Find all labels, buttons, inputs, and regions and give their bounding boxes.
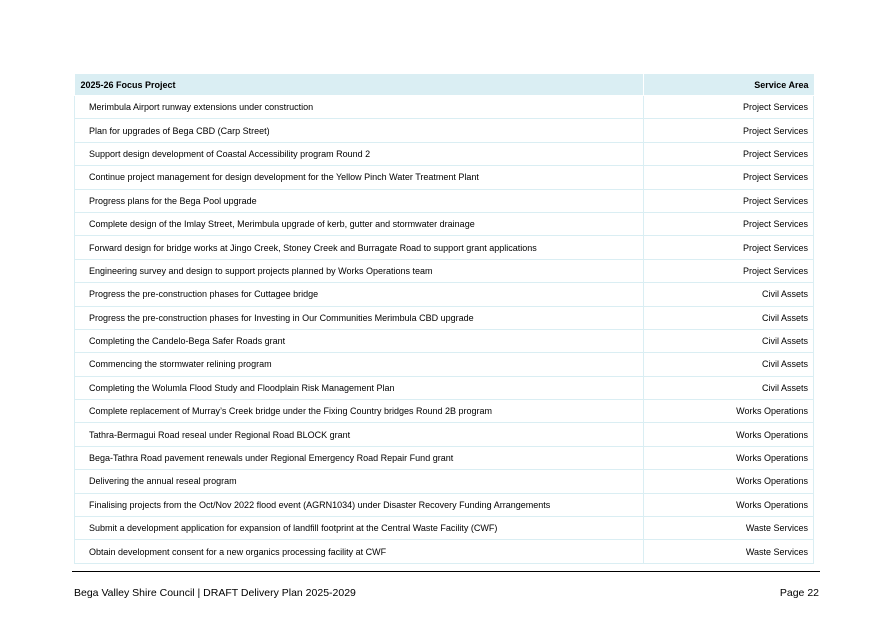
table-row (75, 212, 814, 235)
project-cell: Engineering survey and design to support projects planned by Works Operations team (75, 259, 644, 282)
table-row (75, 283, 814, 306)
table-row (75, 259, 814, 282)
footer-divider (72, 571, 820, 572)
table-row (75, 306, 814, 329)
project-cell: Tathra-Bermagui Road reseal under Regional Road BLOCK grant (75, 423, 644, 446)
service-area-cell: Project Services (644, 259, 814, 282)
project-cell: Continue project management for design development for the Yellow Pinch Water Treatment Plant (75, 166, 644, 189)
table-row (75, 236, 814, 259)
project-cell: Bega-Tathra Road pavement renewals under Regional Emergency Road Repair Fund grant (75, 446, 644, 469)
project-cell: Completing the Candelo-Bega Safer Roads grant (75, 329, 644, 352)
table-row (75, 446, 814, 469)
service-area-cell: Civil Assets (644, 376, 814, 399)
service-area-cell: Works Operations (644, 493, 814, 516)
column-header-project: 2025-26 Focus Project (75, 74, 644, 96)
service-area-cell: Project Services (644, 119, 814, 142)
table-row (75, 470, 814, 493)
column-header-service-area: Service Area (644, 74, 814, 96)
project-cell: Progress plans for the Bega Pool upgrade (75, 189, 644, 212)
service-area-cell: Project Services (644, 189, 814, 212)
footer-document-title: Bega Valley Shire Council | DRAFT Delivery Plan 2025-2029 (74, 587, 356, 599)
table-row (75, 96, 814, 119)
service-area-cell: Civil Assets (644, 353, 814, 376)
project-cell: Plan for upgrades of Bega CBD (Carp Street) (75, 119, 644, 142)
table-row (75, 119, 814, 142)
project-cell: Complete design of the Imlay Street, Merimbula upgrade of kerb, gutter and stormwater drainage (75, 212, 644, 235)
project-cell: Merimbula Airport runway extensions under construction (75, 96, 644, 119)
service-area-cell: Project Services (644, 142, 814, 165)
project-cell: Support design development of Coastal Accessibility program Round 2 (75, 142, 644, 165)
project-cell: Complete replacement of Murray’s Creek bridge under the Fixing Country bridges Round 2B program (75, 400, 644, 423)
project-cell: Obtain development consent for a new organics processing facility at CWF (75, 540, 644, 563)
table-row (75, 400, 814, 423)
focus-projects-table-container (74, 74, 813, 564)
table-row (75, 423, 814, 446)
project-cell: Progress the pre-construction phases for Cuttagee bridge (75, 283, 644, 306)
project-cell: Forward design for bridge works at Jingo Creek, Stoney Creek and Burragate Road to support grant applications (75, 236, 644, 259)
table-row (75, 493, 814, 516)
service-area-cell: Civil Assets (644, 306, 814, 329)
service-area-cell: Project Services (644, 96, 814, 119)
service-area-cell: Works Operations (644, 470, 814, 493)
project-cell: Completing the Wolumla Flood Study and Floodplain Risk Management Plan (75, 376, 644, 399)
table-row (75, 329, 814, 352)
service-area-cell: Civil Assets (644, 283, 814, 306)
service-area-cell: Project Services (644, 166, 814, 189)
service-area-cell: Works Operations (644, 423, 814, 446)
service-area-cell: Project Services (644, 236, 814, 259)
table-row (75, 166, 814, 189)
service-area-cell: Project Services (644, 212, 814, 235)
footer-page-number: Page 22 (779, 587, 819, 599)
service-area-cell: Works Operations (644, 400, 814, 423)
table-header-row (75, 74, 814, 96)
project-cell: Commencing the stormwater relining program (75, 353, 644, 376)
service-area-cell: Works Operations (644, 446, 814, 469)
project-cell: Progress the pre-construction phases for Investing in Our Communities Merimbula CBD upgrade (75, 306, 644, 329)
project-cell: Finalising projects from the Oct/Nov 2022 flood event (AGRN1034) under Disaster Recovery Funding Arrangements (75, 493, 644, 516)
service-area-cell: Waste Services (644, 540, 814, 563)
service-area-cell: Waste Services (644, 517, 814, 540)
project-cell: Delivering the annual reseal program (75, 470, 644, 493)
focus-projects-table (74, 74, 814, 564)
service-area-cell: Civil Assets (644, 329, 814, 352)
table-row (75, 517, 814, 540)
table-row (75, 353, 814, 376)
project-cell: Submit a development application for expansion of landfill footprint at the Central Waste Facility (CWF) (75, 517, 644, 540)
table-row (75, 189, 814, 212)
table-row (75, 142, 814, 165)
table-row (75, 540, 814, 563)
table-row (75, 376, 814, 399)
